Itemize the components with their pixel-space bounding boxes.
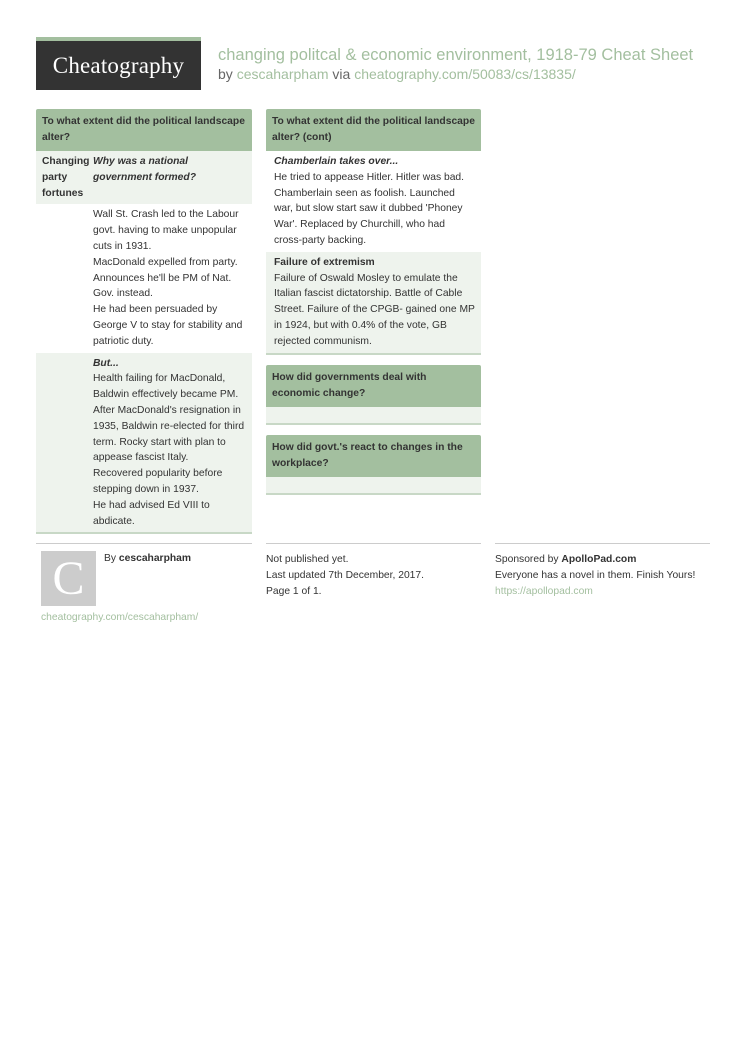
table-row [266,151,481,252]
row-text-line: Recovered popularity before stepping down in 1937. [93,468,223,495]
avatar[interactable]: C [41,551,96,606]
empty-row [266,477,481,493]
column-2 [266,109,481,495]
by-word: by [218,66,233,82]
empty-row [266,407,481,423]
row-subheading: Why was a national government formed? [93,156,196,183]
page-number: Page 1 of 1. [266,586,322,597]
row-text: He tried to appease Hitler. Hitler was bad. Chamberlain seen as foolish. Launched war, but slow start saw it dubbed 'Phoney War'. Replaced by Churchill, who had cross-party backing. [274,171,465,246]
row-text: Failure of Oswald Mosley to emulate the Italian fascist dictatorship. Battle of Cable Street. Failure of the CPGB- gained one MP in 1924, but with 0.4% of the vote, GB rejected communism. [274,272,475,347]
last-updated: Last updated 7th December, 2017. [266,570,424,581]
profile-link[interactable]: cheatography.com/cescaharpham/ [41,612,199,623]
section-gap [266,355,481,365]
section-divider [266,493,481,495]
row-value [93,151,252,204]
via-word: via [332,66,351,82]
sponsor-link[interactable]: https://apollopad.com [495,586,593,597]
footer-by-word: By [104,553,117,564]
row-text-line: Wall St. Crash led to the Labour govt. having to make unpopular cuts in 1931. [93,209,239,252]
row-text-line: Health failing for MacDonald, Baldwin effectively became PM. [93,373,239,401]
section-heading-political-landscape-cont: To what extent did the political landscape alter? (cont) [266,109,481,151]
row-subheading: But... [93,357,119,369]
sponsor-tagline: Everyone has a novel in them. Finish Yours! [495,570,696,581]
cheatography-logo[interactable]: Cheatography [36,37,201,90]
table-row [36,353,252,533]
footer-sponsor [495,543,710,600]
author-link[interactable]: cescaharpham [236,66,329,82]
section-heading-workplace-changes: How did govt.'s react to changes in the workplace? [266,435,481,477]
section-gap [266,425,481,435]
row-value [93,353,252,533]
table-row [266,252,481,353]
footer-author [36,543,252,634]
row-text-line: He had advised Ed VIII to abdicate. [93,499,210,527]
row-subheading: Chamberlain takes over... [274,156,399,167]
row-key-empty [36,204,93,352]
sheet-url-link[interactable]: cheatography.com/50083/cs/13835/ [354,66,576,82]
sponsor-prefix: Sponsored by [495,554,559,565]
table-row [36,204,252,352]
column-1 [36,109,252,534]
section-divider [36,532,252,534]
row-text-line: He had been persuaded by George V to stay for stability and patriotic duty. [93,304,243,347]
row-subheading: Failure of extremism [274,256,375,268]
sponsor-name[interactable]: ApolloPad.com [561,554,637,565]
published-status: Not published yet. [266,554,349,565]
section-heading-political-landscape: To what extent did the political landscape alter? [36,109,252,151]
table-row [36,151,252,204]
section-heading-economic-change: How did governments deal with economic change? [266,365,481,407]
footer-byline [104,553,191,564]
row-text-line: After MacDonald's resignation in 1935, Baldwin re-elected for third term. Rocky start with plan to appease fascist Italy. [93,404,245,464]
footer-status [266,543,481,600]
sheet-title: changing politcal & economic environment, 1918-79 Cheat Sheet [218,46,694,64]
row-key: Changing party fortunes [42,156,90,199]
byline [218,66,576,82]
row-value [93,204,252,352]
row-key-empty [36,353,93,533]
row-text-line: MacDonald expelled from party. Announces he'll be PM of Nat. Gov. instead. [93,256,238,300]
footer-author-name[interactable]: cescaharpham [118,553,192,564]
sponsor-line [495,552,710,568]
